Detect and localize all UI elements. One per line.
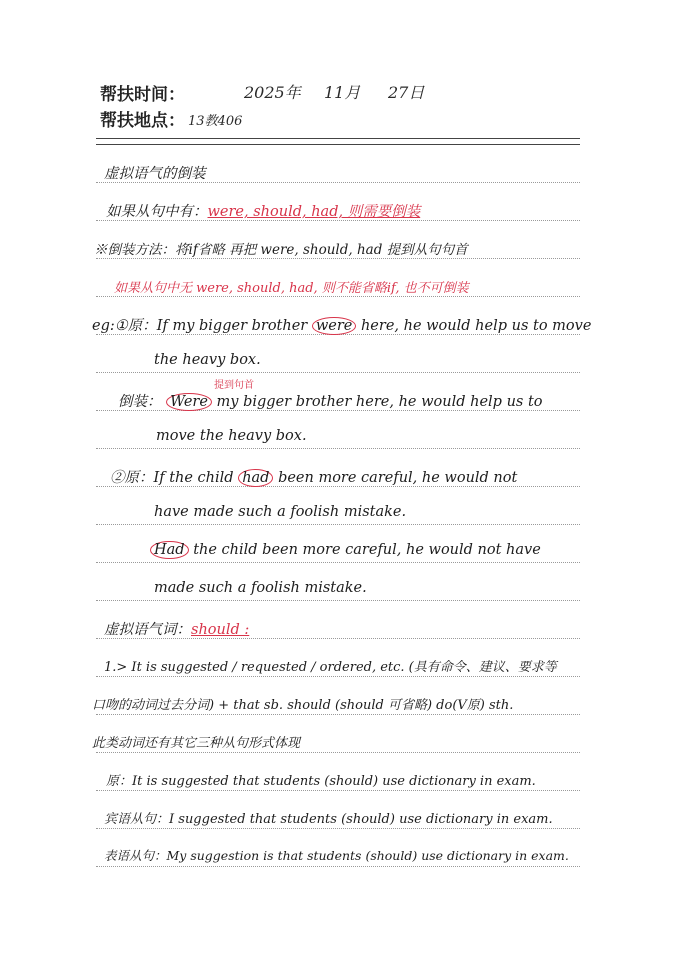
rule1-note: 此类动词还有其它三种从句形式体现 [92, 736, 301, 751]
example2-prefix: ②原：If the child [110, 470, 234, 486]
ruled-line [96, 790, 580, 791]
rule1: 1.> It is suggested / requested / ordered, etc. (具有命令、建议、要求等 [104, 660, 557, 675]
original-sentence: 原：It is suggested that students (should) use dictionary in exam. [106, 774, 536, 789]
object-clause: 宾语从句：I suggested that students (should) use dictionary in exam. [104, 812, 553, 827]
inversion2-circled-word: Had [150, 541, 189, 559]
ruled-line [96, 296, 580, 297]
condition-line [106, 200, 420, 221]
inversion1-circled-word: Were [166, 393, 212, 411]
inversion1-prefix: 倒装： [118, 394, 162, 410]
year-value: 2025年 [244, 83, 301, 102]
section-title: 虚拟语气的倒装 [104, 166, 206, 182]
month-value: 11月 [324, 83, 361, 102]
no-inversion-note: 如果从句中无 were, should, had, 则不能省略if, 也不可倒装 [114, 281, 469, 296]
example1-line2: the heavy box. [154, 352, 261, 368]
inversion2-rest: the child been more careful, he would not have [193, 542, 541, 558]
example2-rest: been more careful, he would not [278, 470, 518, 486]
predicative-clause: 表语从句：My suggestion is that students (should) use dictionary in exam. [104, 848, 569, 863]
ruled-line [96, 448, 580, 449]
rule1-continued: 口吻的动词过去分词) + that sb. should (should 可省略) do(V原) sth. [92, 698, 514, 713]
move-to-front-note: 提到句首 [214, 380, 254, 391]
help-time-label: 帮扶时间： [100, 85, 185, 105]
section2-heading [104, 618, 249, 639]
inversion1-rest: my bigger brother here, he would help us to [216, 394, 543, 410]
condition-label: 如果从句中有： [106, 204, 208, 220]
example1-rest: here, he would help us to move [360, 318, 592, 334]
inversion-method: ※倒装方法：将if省略 再把 were, should, had 提到从句句首 [94, 242, 468, 258]
ruled-line [96, 752, 580, 753]
ruled-line [96, 676, 580, 677]
ruled-line [96, 524, 580, 525]
ruled-line [96, 600, 580, 601]
day-value: 27日 [388, 83, 425, 102]
inversion2 [150, 542, 541, 558]
header-divider [96, 138, 580, 145]
example2-circled-word: had [238, 469, 273, 487]
example1-circled-word: were [312, 317, 357, 335]
ruled-line [96, 258, 580, 259]
section2-word: should : [191, 622, 250, 638]
ruled-line [96, 562, 580, 563]
example1-prefix: eg:①原：If my bigger brother [92, 318, 308, 334]
example1-original [92, 314, 591, 335]
inversion1 [118, 390, 543, 411]
help-place-label: 帮扶地点： [100, 111, 185, 131]
inversion1-line2: move the heavy box. [156, 428, 307, 444]
ruled-line [96, 714, 580, 715]
inversion2-line2: made such a foolish mistake. [154, 580, 367, 596]
ruled-line [96, 866, 580, 867]
example2-line2: have made such a foolish mistake. [154, 504, 407, 520]
condition-words: were, should, had, 则需要倒装 [207, 204, 421, 220]
section2-title: 虚拟语气词： [104, 622, 191, 638]
ruled-line [96, 372, 580, 373]
place-value: 13教406 [188, 114, 243, 129]
ruled-line [96, 828, 580, 829]
example2-original [110, 466, 517, 487]
